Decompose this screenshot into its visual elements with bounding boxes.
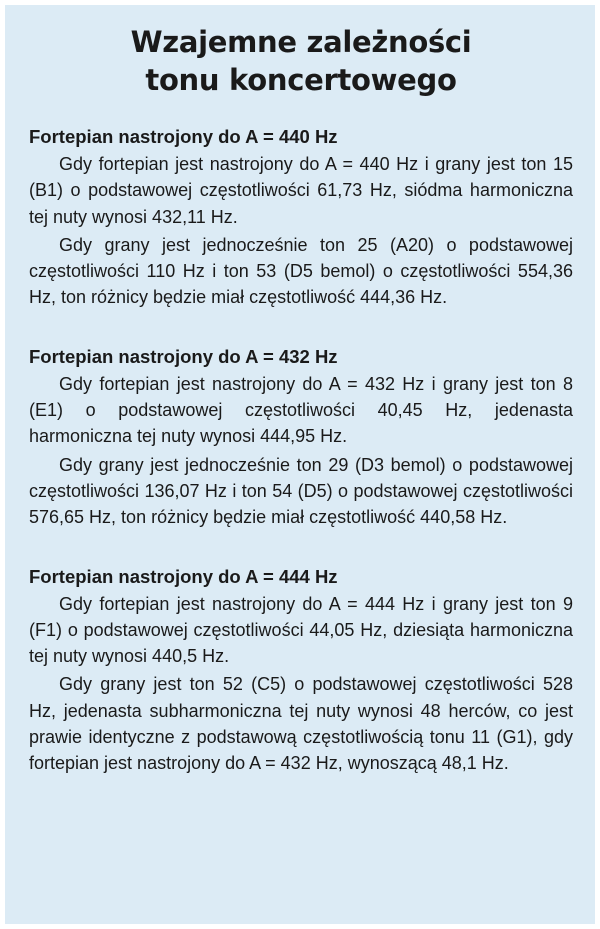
title-line-1: Wzajemne zależności xyxy=(130,25,472,59)
section-440 xyxy=(29,125,573,311)
paragraph: Gdy grany jest jednocześnie ton 29 (D3 bemol) o podstawowej częstotliwości 136,07 Hz i ton 54 (D5) o podstawowej częstotliwości 576,65 Hz, ton różnicy będzie miał częstotliwość 440,58 Hz. xyxy=(29,454,573,528)
page-title xyxy=(29,23,573,99)
info-box xyxy=(5,5,595,924)
title-line-2: tonu koncertowego xyxy=(145,63,457,97)
section-heading: Fortepian nastrojony do A = 440 Hz xyxy=(29,126,338,147)
paragraph: Gdy grany jest ton 52 (C5) o podstawowej częstotliwości 528 Hz, jedenasta subharmoniczna tej nuty wynosi 48 herców, co jest prawie identyczne z podstawową częstotliwością tonu 11 (G1), gdy fortepian jest nastrojony do A = 432 Hz, wynoszącą 48,1 Hz. xyxy=(29,674,573,774)
paragraph: Gdy grany jest jednocześnie ton 25 (A20) o podstawowej częstotliwości 110 Hz i ton 53 (D5 bemol) o częstotliwości 554,36 Hz, ton różnicy będzie miał częstotliwość 444,36 Hz. xyxy=(29,234,573,308)
section-heading: Fortepian nastrojony do A = 444 Hz xyxy=(29,565,338,587)
paragraph: Gdy fortepian jest nastrojony do A = 432 Hz i grany jest ton 8 (E1) o podstawowej częstotliwości 40,45 Hz, jedenasta harmoniczna tej nuty wynosi 444,95 Hz. xyxy=(29,373,573,447)
paragraph: Gdy fortepian jest nastrojony do A = 440 Hz i grany jest ton 15 (B1) o podstawowej częstotliwości 61,73 Hz, siódma harmoniczna tej nuty wynosi 432,11 Hz. xyxy=(29,154,573,227)
section-432 xyxy=(29,345,573,531)
section-heading: Fortepian nastrojony do A = 432 Hz xyxy=(29,345,338,367)
paragraph: Gdy fortepian jest nastrojony do A = 444 Hz i grany jest ton 9 (F1) o podstawowej częstotliwości 44,05 Hz, dziesiąta harmoniczna tej nuty wynosi 440,5 Hz. xyxy=(29,593,573,667)
section-444 xyxy=(29,565,573,777)
